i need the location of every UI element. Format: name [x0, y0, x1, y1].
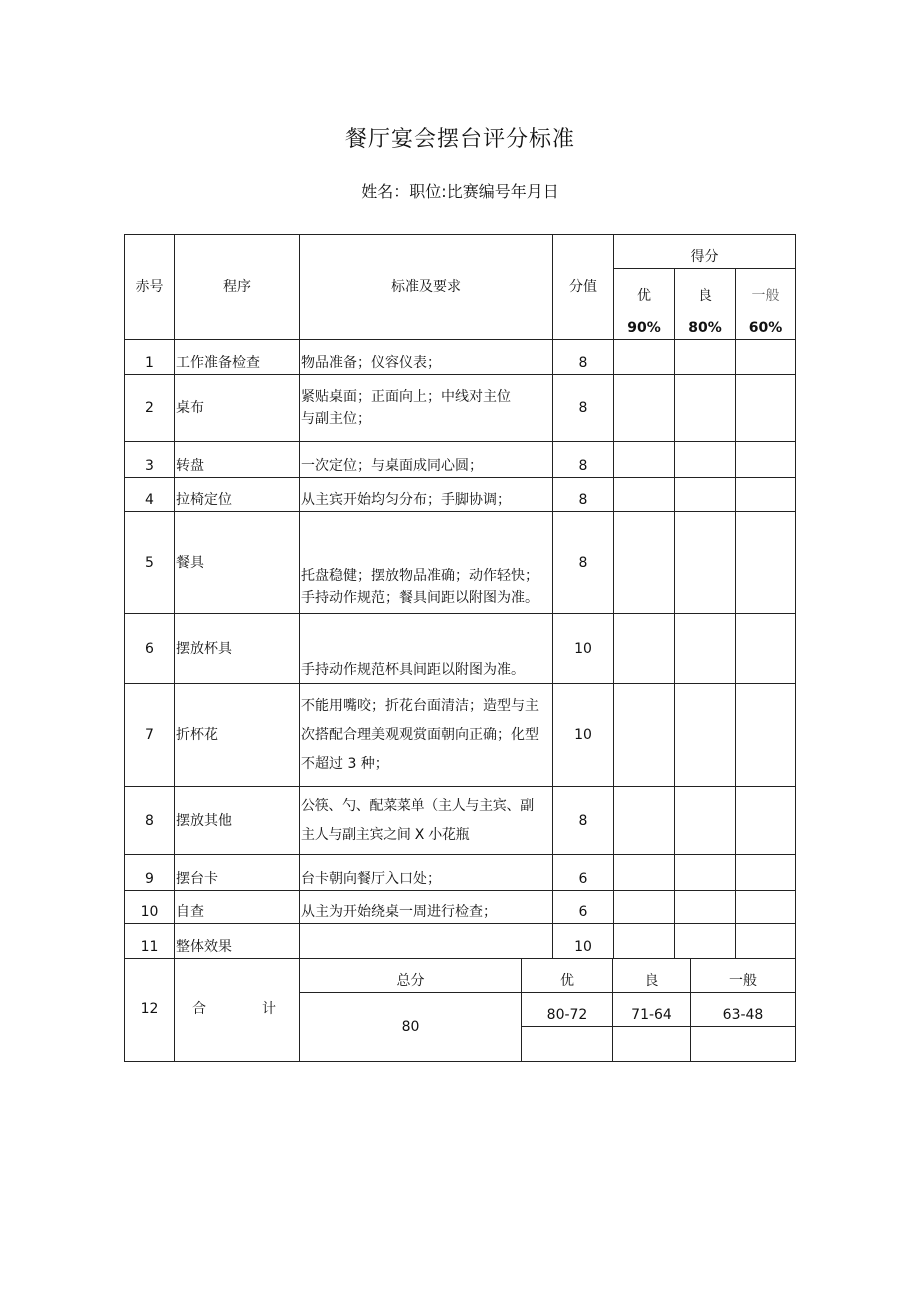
range-excellent-label: 优: [522, 958, 613, 992]
table-row: [125, 340, 796, 375]
grade-excellent-pct: 90%: [614, 307, 675, 340]
header-seq: 赤号: [125, 235, 175, 340]
row-procedure: 餐具: [175, 512, 300, 614]
row-procedure: 转盘: [175, 442, 300, 478]
score-cell[interactable]: [675, 442, 736, 478]
score-cell[interactable]: [614, 512, 675, 614]
table-row: [125, 375, 796, 442]
score-cell[interactable]: [736, 442, 796, 478]
grade-excellent-label: 优: [614, 269, 675, 307]
row-procedure: 摆台卡: [175, 855, 300, 891]
score-cell[interactable]: [675, 614, 736, 684]
row-standard: 托盘稳健；摆放物品准确；动作轻快； 手持动作规范；餐具间距以附图为准。: [300, 512, 553, 614]
range-fair-input[interactable]: [691, 1026, 796, 1061]
table-row: [125, 684, 796, 787]
score-cell[interactable]: [736, 375, 796, 442]
score-cell[interactable]: [675, 375, 736, 442]
row-standard: 台卡朝向餐厅入口处；: [300, 855, 553, 891]
row-number: 4: [125, 478, 175, 512]
header-procedure: 程序: [175, 235, 300, 340]
row-points: 8: [553, 478, 614, 512]
row-number: 7: [125, 684, 175, 787]
score-cell[interactable]: [736, 478, 796, 512]
row-standard: 物品准备；仪容仪表；: [300, 340, 553, 375]
score-cell[interactable]: [675, 855, 736, 891]
total-score-value: 80: [300, 992, 522, 1061]
row-number: 8: [125, 787, 175, 855]
score-cell[interactable]: [736, 614, 796, 684]
row-number: 6: [125, 614, 175, 684]
score-cell[interactable]: [614, 684, 675, 787]
page-subtitle: 姓名：职位:比赛编号年月日: [361, 182, 559, 201]
table-row: [125, 891, 796, 924]
row-standard: 公筷、勺、配菜菜单（主人与主宾、副 主人与副主宾之间 X 小花瓶: [300, 787, 553, 855]
score-cell[interactable]: [736, 512, 796, 614]
score-cell[interactable]: [675, 787, 736, 855]
total-table: [124, 958, 796, 1062]
scoring-table: [124, 234, 796, 959]
row-procedure: 折杯花: [175, 684, 300, 787]
row-points: 8: [553, 375, 614, 442]
row-number: 11: [125, 924, 175, 959]
grade-fair-pct: 60%: [736, 307, 796, 340]
row-standard: 从主宾开始均匀分布；手脚协调；: [300, 478, 553, 512]
score-cell[interactable]: [614, 375, 675, 442]
score-cell[interactable]: [614, 442, 675, 478]
row-points: 8: [553, 442, 614, 478]
row-procedure: 摆放其他: [175, 787, 300, 855]
score-cell[interactable]: [675, 684, 736, 787]
range-fair-label: 一般: [691, 958, 796, 992]
range-good-value: 71-64: [613, 992, 691, 1026]
score-cell[interactable]: [736, 891, 796, 924]
score-cell[interactable]: [614, 478, 675, 512]
range-good-input[interactable]: [613, 1026, 691, 1061]
score-cell[interactable]: [675, 478, 736, 512]
table-row: [125, 924, 796, 959]
score-cell[interactable]: [614, 614, 675, 684]
range-fair-value: 63-48: [691, 992, 796, 1026]
row-standard: 不能用嘴咬；折花台面清洁；造型与主 次搭配合理美观观赏面朝向正确；化型 不超过 3 种；: [300, 684, 553, 787]
row-points: 6: [553, 891, 614, 924]
header-points: 分值: [553, 235, 614, 340]
table-row: [125, 512, 796, 614]
total-score-header: 总分: [300, 958, 522, 992]
score-cell[interactable]: [736, 787, 796, 855]
row-number: 9: [125, 855, 175, 891]
table-row: [125, 442, 796, 478]
range-good-label: 良: [613, 958, 691, 992]
row-standard: 手持动作规范杯具间距以附图为准。: [300, 614, 553, 684]
table-row: [125, 614, 796, 684]
range-excellent-value: 80-72: [522, 992, 613, 1026]
grade-good-label: 良: [675, 269, 736, 307]
row-points: 10: [553, 614, 614, 684]
row-points: 10: [553, 924, 614, 959]
score-cell[interactable]: [736, 924, 796, 959]
row-procedure: 拉椅定位: [175, 478, 300, 512]
row-procedure: 摆放杯具: [175, 614, 300, 684]
row-number: 3: [125, 442, 175, 478]
grade-good-pct: 80%: [675, 307, 736, 340]
header-standard: 标准及要求: [300, 235, 553, 340]
score-cell[interactable]: [614, 787, 675, 855]
total-row-number: 12: [125, 958, 175, 1061]
range-excellent-input[interactable]: [522, 1026, 613, 1061]
row-number: 10: [125, 891, 175, 924]
row-procedure: 桌布: [175, 375, 300, 442]
row-procedure: 工作准备检查: [175, 340, 300, 375]
total-label: [175, 958, 300, 1061]
table-row: [125, 855, 796, 891]
row-points: 8: [553, 340, 614, 375]
score-cell[interactable]: [675, 891, 736, 924]
row-procedure: 自查: [175, 891, 300, 924]
row-number: 5: [125, 512, 175, 614]
score-cell[interactable]: [736, 340, 796, 375]
row-procedure: 整体效果: [175, 924, 300, 959]
header-score: 得分: [614, 235, 796, 269]
row-standard: 从主为开始绕桌一周进行检查；: [300, 891, 553, 924]
score-cell[interactable]: [675, 340, 736, 375]
page-title: 餐厅宴会摆台评分标准: [344, 127, 575, 152]
row-points: 6: [553, 855, 614, 891]
score-cell[interactable]: [614, 924, 675, 959]
score-cell[interactable]: [736, 684, 796, 787]
score-cell[interactable]: [675, 512, 736, 614]
row-standard: 紧贴桌面；正面向上；中线对主位 与副主位；: [300, 375, 553, 442]
score-cell[interactable]: [614, 855, 675, 891]
row-points: 8: [553, 787, 614, 855]
row-standard: [300, 924, 553, 959]
row-number: 1: [125, 340, 175, 375]
score-cell[interactable]: [736, 855, 796, 891]
row-number: 2: [125, 375, 175, 442]
grade-fair-label: 一般: [736, 269, 796, 307]
total-label-ji: 计: [262, 1001, 277, 1018]
total-label-he: 合: [192, 1001, 232, 1018]
table-row: [125, 787, 796, 855]
score-cell[interactable]: [675, 924, 736, 959]
row-points: 8: [553, 512, 614, 614]
score-cell[interactable]: [614, 891, 675, 924]
row-standard: 一次定位；与桌面成同心圆；: [300, 442, 553, 478]
row-points: 10: [553, 684, 614, 787]
table-row: [125, 478, 796, 512]
score-cell[interactable]: [614, 340, 675, 375]
